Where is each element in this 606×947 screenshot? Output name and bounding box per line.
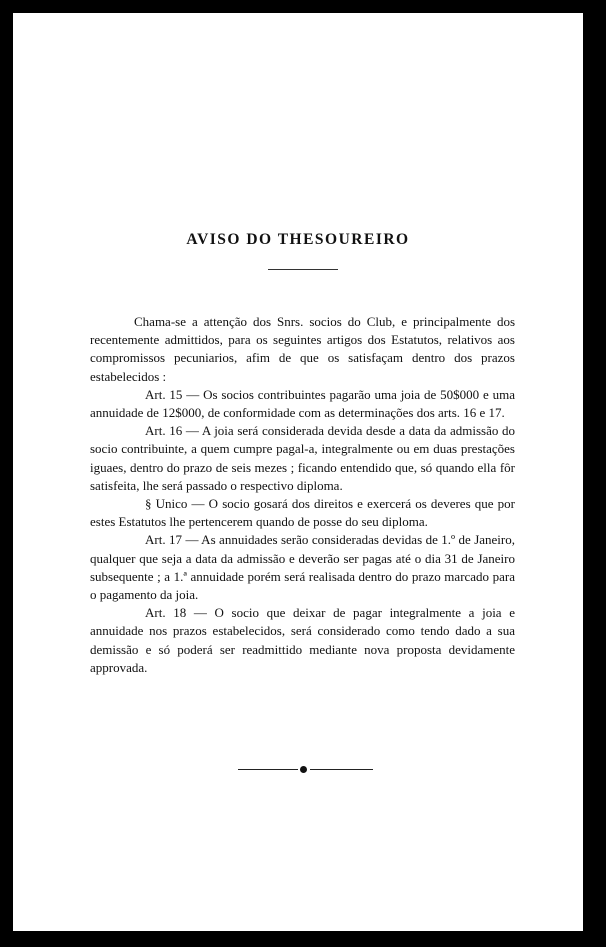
article-16-paragraph: Art. 16 — A joia será considerada devida desde a data da admissão do socio contribuinte, a quem cumpre pagal-a, integralmente ou em duas prestações iguaes, dentro do prazo de seis mezes ; ficando entendido que, só quando ella fôr satisfeita, lhe será passado o respectivo diploma. (90, 423, 515, 493)
end-ornament (238, 765, 373, 773)
scan-corner-mark (586, 20, 602, 42)
intro-paragraph: Chama-se a attenção dos Snrs. socios do Club, e principalmente dos recentemente admittidos, para os seguintes artigos dos Estatutos, relativos aos compromissos pecuniarios, afim de que os satisfaçam dentro dos prazos estabelecidos : (90, 314, 515, 384)
unico-paragraph: § Unico — O socio gosará dos direitos e exercerá os deveres que por estes Estatutos lhe pertencerem quando de posse do seu diploma. (90, 496, 515, 530)
ornament-right-rule (310, 769, 373, 770)
title-divider (268, 269, 338, 270)
document-title: AVISO DO THESOUREIRO (186, 231, 410, 248)
article-17-paragraph: Art. 17 — As annuidades serão consideradas devidas de 1.º de Janeiro, qualquer que seja a data da admissão e deverão ser pagas até o dia 31 de Janeiro subsequente ; a 1.ª annuidade porém será realisada dentro do prazo marcado para o pagamento da joia. (90, 532, 515, 603)
article-15-paragraph: Art. 15 — Os socios contribuintes pagarão uma joia de 50$000 e uma annuidade de 12$000, de conformidade com as determinações dos arts. 16 e 17. (90, 386, 515, 421)
article-18-paragraph: Art. 18 — O socio que deixar de pagar integralmente a joia e annuidade nos prazos estabelecidos, será considerado como tendo dado a sua demissão e só poderá ser readmittido mediante nova proposta devidamente approvada. (90, 605, 515, 675)
ornament-left-rule (238, 769, 298, 770)
ornament-dot (300, 766, 307, 773)
document-body (90, 313, 515, 677)
document-page (13, 13, 583, 931)
